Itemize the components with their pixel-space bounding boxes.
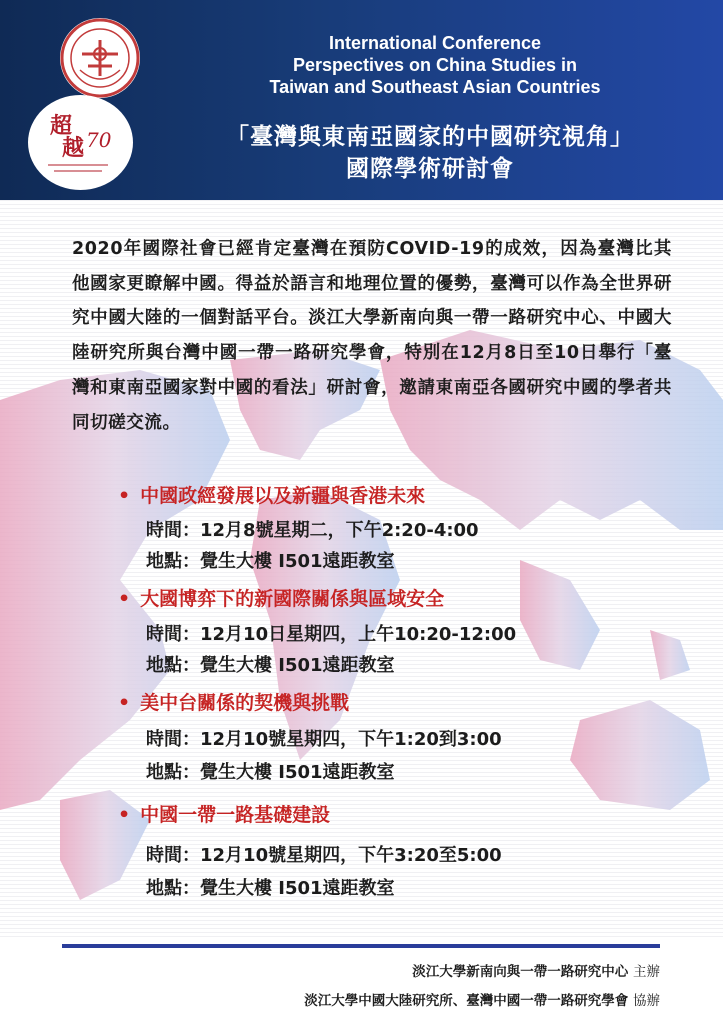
bullet-icon: •: [118, 485, 131, 507]
tamkang-university-seal-logo: [60, 18, 140, 98]
session-place-1: 地點：覺生大樓 I501遠距教室: [146, 551, 395, 572]
70th-anniversary-logo: [28, 95, 133, 190]
session-time-3: 時間：12月10號星期四，下午1:20到3:00: [146, 729, 502, 750]
en-title-line-2: Perspectives on China Studies in: [292, 55, 578, 75]
session-time-2: 時間：12月10日星期四，上午10:20-12:00: [146, 624, 517, 645]
svg-text:70: 70: [86, 128, 112, 152]
footer-divider: [62, 944, 660, 948]
organizer-role: 主辦: [633, 964, 660, 980]
session-title-1: • 中國政經發展以及新疆與香港未來: [118, 485, 426, 507]
chinese-title-line-1: 「臺灣與東南亞國家的中國研究視角」: [226, 124, 634, 150]
svg-text:越: 越: [62, 135, 85, 161]
intro-paragraph: 2020年國際社會已經肯定臺灣在預防COVID-19的成效，因為臺灣比其他國家更瞭解中國。得益於語言和地理位置的優勢，臺灣可以作為全世界研究中國大陸的一個對話平台。淡江大學新南向與一帶一路研究中心、中國大陸研究所與台灣中國一帶一路研究學會，特別在12月8日至10日舉行「臺灣和東南亞國家對中國的看法」研討會，邀請東南亞各國研究中國的學者共同切磋交流。: [72, 239, 672, 433]
session-title-4: • 中國一帶一路基礎建設: [118, 804, 331, 826]
english-conference-title: [210, 32, 660, 98]
en-title-line-1: International Conference: [328, 33, 542, 53]
session-time-1: 時間：12月8號星期二，下午2:20-4:00: [146, 520, 479, 541]
co-organizers-line: [0, 989, 660, 1009]
session-title-3: • 美中台關係的契機與挑戰: [118, 692, 350, 714]
bullet-icon: •: [118, 588, 131, 610]
organizer-name: 淡江大學新南向與一帶一路研究中心: [412, 964, 629, 980]
svg-text:超: 超: [50, 113, 73, 139]
session-place-3: 地點：覺生大樓 I501遠距教室: [146, 762, 395, 783]
chinese-title-line-2: 國際學術研討會: [346, 156, 514, 182]
header-banner: [0, 0, 723, 200]
session-place-2: 地點：覺生大樓 I501遠距教室: [146, 655, 395, 676]
bullet-icon: •: [118, 804, 131, 826]
bullet-icon: •: [118, 692, 131, 714]
co-organizers-names: 淡江大學中國大陸研究所、臺灣中國一帶一路研究學會: [304, 993, 629, 1009]
session-place-4: 地點：覺生大樓 I501遠距教室: [146, 878, 395, 899]
session-time-4: 時間：12月10號星期四，下午3:20至5:00: [146, 845, 502, 866]
co-organizers-role: 協辦: [633, 993, 660, 1009]
session-title-2: • 大國博弈下的新國際關係與區域安全: [118, 588, 445, 610]
organizer-line: [0, 960, 660, 980]
en-title-line-3: Taiwan and Southeast Asian Countries: [269, 77, 601, 97]
